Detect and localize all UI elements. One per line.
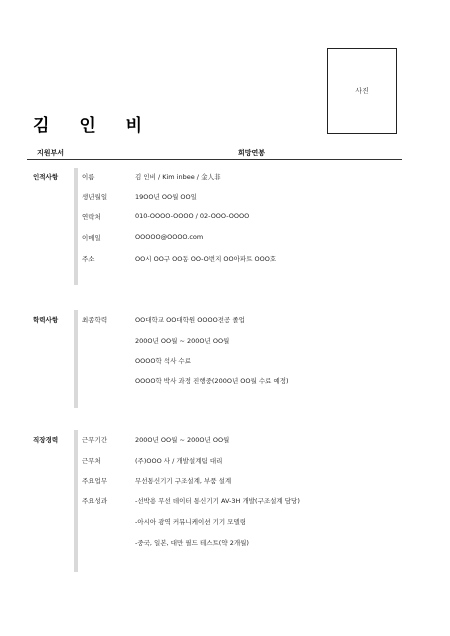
section-bar-education [74, 310, 78, 408]
section-title-personal: 인적사항 [33, 173, 59, 181]
label-email: 이메일 [82, 234, 101, 242]
label-achievements: 주요성과 [82, 497, 108, 505]
education-item: OOOO학 석사 수료 [135, 357, 191, 365]
value-email: OOOOO@OOOO.com [135, 233, 204, 241]
label-birth: 생년월일 [82, 193, 108, 201]
section-bar-career [74, 430, 78, 572]
label-main-duty: 주요업무 [82, 477, 108, 485]
label-work-period: 근무기간 [82, 436, 108, 444]
label-final-education: 최종학력 [82, 316, 108, 324]
section-title-education: 학력사항 [33, 316, 59, 324]
education-item: 200O년 OO월 ~ 200O년 OO월 [135, 337, 230, 345]
education-item: OOOO학 박사 과정 진행중(200O년 OO월 수료 예정) [135, 377, 289, 385]
photo-label: 사진 [355, 87, 369, 95]
label-workplace: 근무처 [82, 457, 101, 465]
section-bar-personal [74, 168, 78, 285]
education-item: OO대학교 OO대학원 OOOO전공 졸업 [135, 316, 245, 324]
section-title-career: 직장경력 [33, 436, 59, 444]
value-main-duty: 무선통신기기 구조설계, 부품 설계 [135, 477, 232, 485]
value-name: 김 인비 / Kim inbee / 金人非 [135, 173, 221, 181]
department-label: 지원부서 [37, 149, 65, 157]
value-address: OO시 OO구 OO동 OO-O번지 OO아파트 OOO호 [135, 255, 277, 263]
photo-placeholder [327, 48, 397, 134]
achievement-item: -중국, 일본, 대만 필드 테스트(약 2개월) [135, 539, 249, 547]
label-contact: 연락처 [82, 213, 101, 221]
label-name: 이름 [82, 173, 95, 181]
value-workplace: (주)OOO 사 / 개발설계팀 대리 [135, 457, 223, 465]
applicant-name: 김 인 비 [33, 116, 155, 136]
achievement-item: -아시아 광역 커뮤니케이션 기기 모델링 [135, 518, 247, 526]
header-divider [27, 159, 402, 160]
value-birth: 19OO년 OO월 OO일 [135, 193, 197, 201]
achievement-item: -선박용 무선 데이터 통신기기 AV-3H 개발(구조설계 담당) [135, 497, 300, 505]
value-work-period: 200O년 OO월 ~ 200O년 OO월 [135, 436, 230, 444]
value-contact: 010-OOOO-OOOO / 02-OOO-OOOO [135, 212, 250, 220]
salary-label: 희망연봉 [238, 149, 266, 157]
label-address: 주소 [82, 255, 95, 263]
